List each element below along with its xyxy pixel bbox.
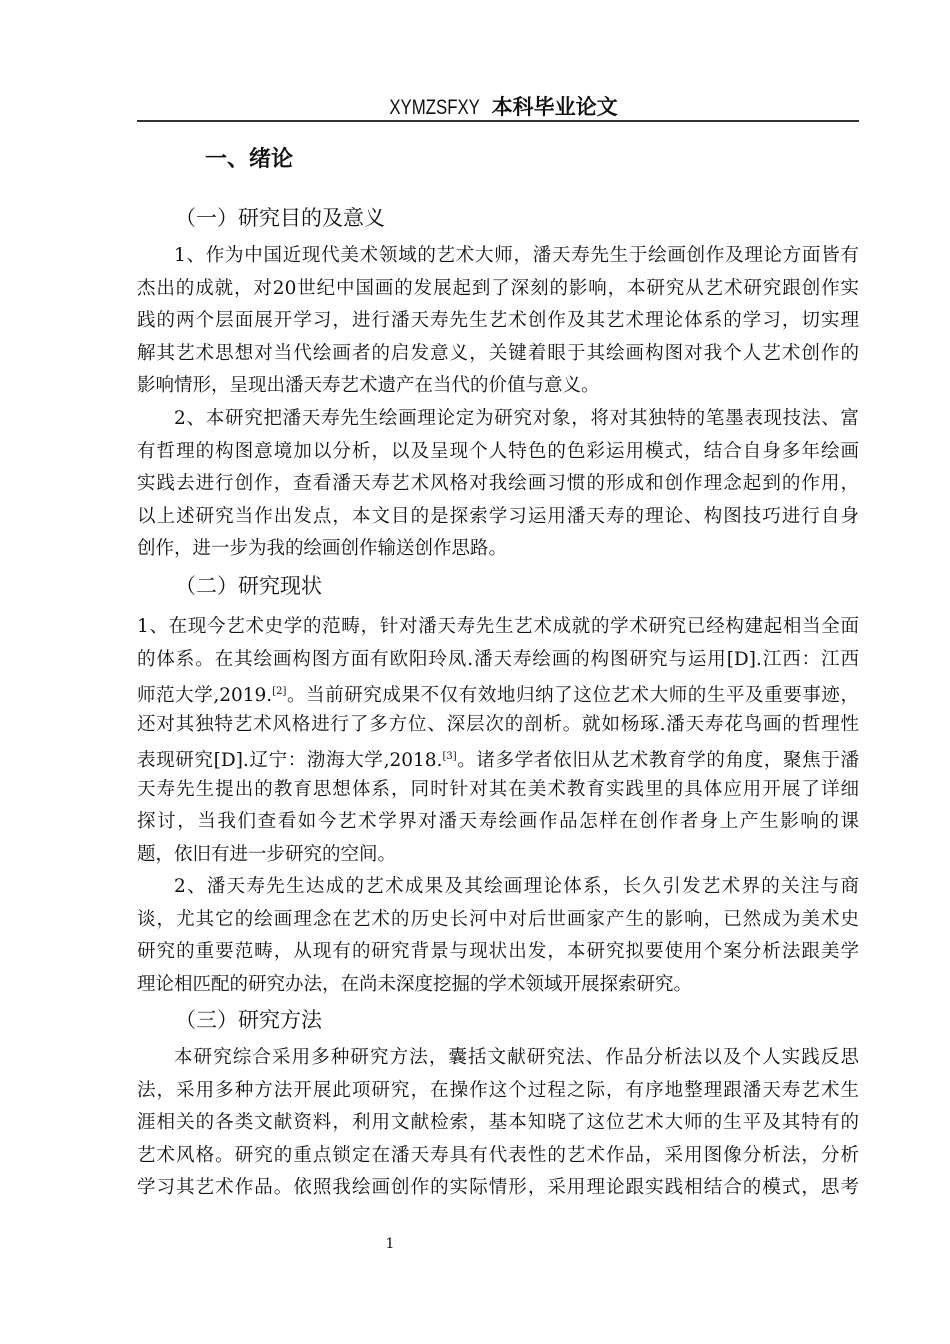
paragraph (137, 240, 859, 403)
text-line: 探讨，当我们查看如今艺术学界对潘天寿绘画作品怎样在创作者身上产生影响的课 (137, 811, 859, 832)
page-number: 1 (385, 1236, 395, 1252)
text-line: 研究的重要范畴，从现有的研究背景与现状出发，本研究拟要使用个案分析法跟美学 (137, 941, 859, 962)
text-line: 2、潘天寿先生达成的艺术成果及其绘画理论体系，长久引发艺术界的关注与商 (174, 876, 859, 897)
chapter-title: 一、绪论 (205, 147, 294, 172)
text-line: 艺术风格。研究的重点锁定在潘天寿具有代表性的艺术作品，采用图像分析法，分析 (137, 1144, 859, 1166)
text-line: 师范大学,2019.[2]。当前研究成果不仅有效地归纳了这位艺术大师的生平及重要事迹， (137, 685, 859, 707)
text-line: 学习其艺术作品。依照我绘画创作的实际情形，采用理论跟实践相结合的模式，思考 (137, 1177, 859, 1198)
text-line: 创作，进一步为我的绘画创作输送创作思路。 (137, 538, 508, 559)
text-line: 1、在现今艺术史学的范畴，针对潘天寿先生艺术成就的学术研究已经构建起相当全面 (137, 616, 859, 637)
paragraph (137, 871, 859, 1001)
text-line: 法，采用多种方法开展此项研究，在操作这个过程之际，有序地整理跟潘天寿艺术生 (137, 1079, 859, 1101)
page-header (137, 93, 859, 122)
text-line: 的体系。在其绘画构图方面有欧阳玲凤.潘天寿绘画的构图研究与运用[D].江西：江西 (137, 648, 859, 670)
text-line: 践的两个层面展开学习，进行潘天寿先生艺术创作及其艺术理论体系的学习，切实理 (137, 310, 859, 331)
text-line: 实践去进行创作，查看潘天寿艺术风格对我绘画习惯的形成和创作理念起到的作用， (137, 473, 859, 494)
text-line: 天寿先生提出的教育思想体系，同时针对其在美术教育实践里的具体应用开展了详细 (137, 778, 859, 800)
section-title: （二）研究现状 (175, 574, 322, 598)
text-line: 表现研究[D].辽宁：渤海大学,2018.[3]。诸多学者依旧从艺术教育学的角度，聚焦于潘 (137, 750, 859, 772)
text-line: 理论相匹配的研究办法，在尚未深度挖掘的学术领域开展探索研究。 (137, 973, 693, 995)
text-line: 题，依旧有进一步研究的空间。 (137, 843, 397, 865)
header-title: 本科毕业论文 (491, 95, 618, 119)
section-title: （一）研究目的及意义 (175, 206, 385, 230)
paragraph (137, 403, 859, 566)
text-line: 本研究综合采用多种研究方法，囊括文献研究法、作品分析法以及个人实践反思 (174, 1047, 859, 1068)
text-line: 有哲理的构图意境加以分析，以及呈现个人特色的色彩运用模式，结合自身多年绘画 (137, 440, 859, 462)
header-school-code: XYMZSFXY (389, 96, 481, 119)
paragraph (137, 611, 859, 871)
text-line: 谈，尤其它的绘画理念在艺术的历史长河中对后世画家产生的影响，已然成为美术史 (137, 908, 859, 930)
text-line: 以上述研究当作出发点，本文目的是探索学习运用潘天寿的理论、构图技巧进行自身 (137, 505, 859, 527)
section-title: （三）研究方法 (175, 1008, 322, 1032)
text-line: 涯相关的各类文献资料，利用文献检索，基本知晓了这位艺术大师的生平及其特有的 (137, 1112, 859, 1133)
text-line: 还对其独特艺术风格进行了多方位、深层次的剖析。就如杨琢.潘天寿花鸟画的哲理性 (137, 713, 859, 735)
text-line: 杰出的成就，对20世纪中国画的发展起到了深刻的影响，本研究从艺术研究跟创作实 (137, 277, 859, 299)
text-line: 2、本研究把潘天寿先生绘画理论定为研究对象，将对其独特的笔墨表现技法、富 (174, 408, 859, 429)
text-line: 1、作为中国近现代美术领域的艺术大师，潘天寿先生于绘画创作及理论方面皆有 (174, 245, 859, 266)
text-line: 影响情形，呈现出潘天寿艺术遗产在当代的价值与意义。 (137, 375, 600, 396)
text-line: 解其艺术思想对当代绘画者的启发意义，关键着眼于其绘画构图对我个人艺术创作的 (137, 342, 859, 364)
paragraph (137, 1042, 859, 1205)
header-rule (137, 120, 859, 122)
